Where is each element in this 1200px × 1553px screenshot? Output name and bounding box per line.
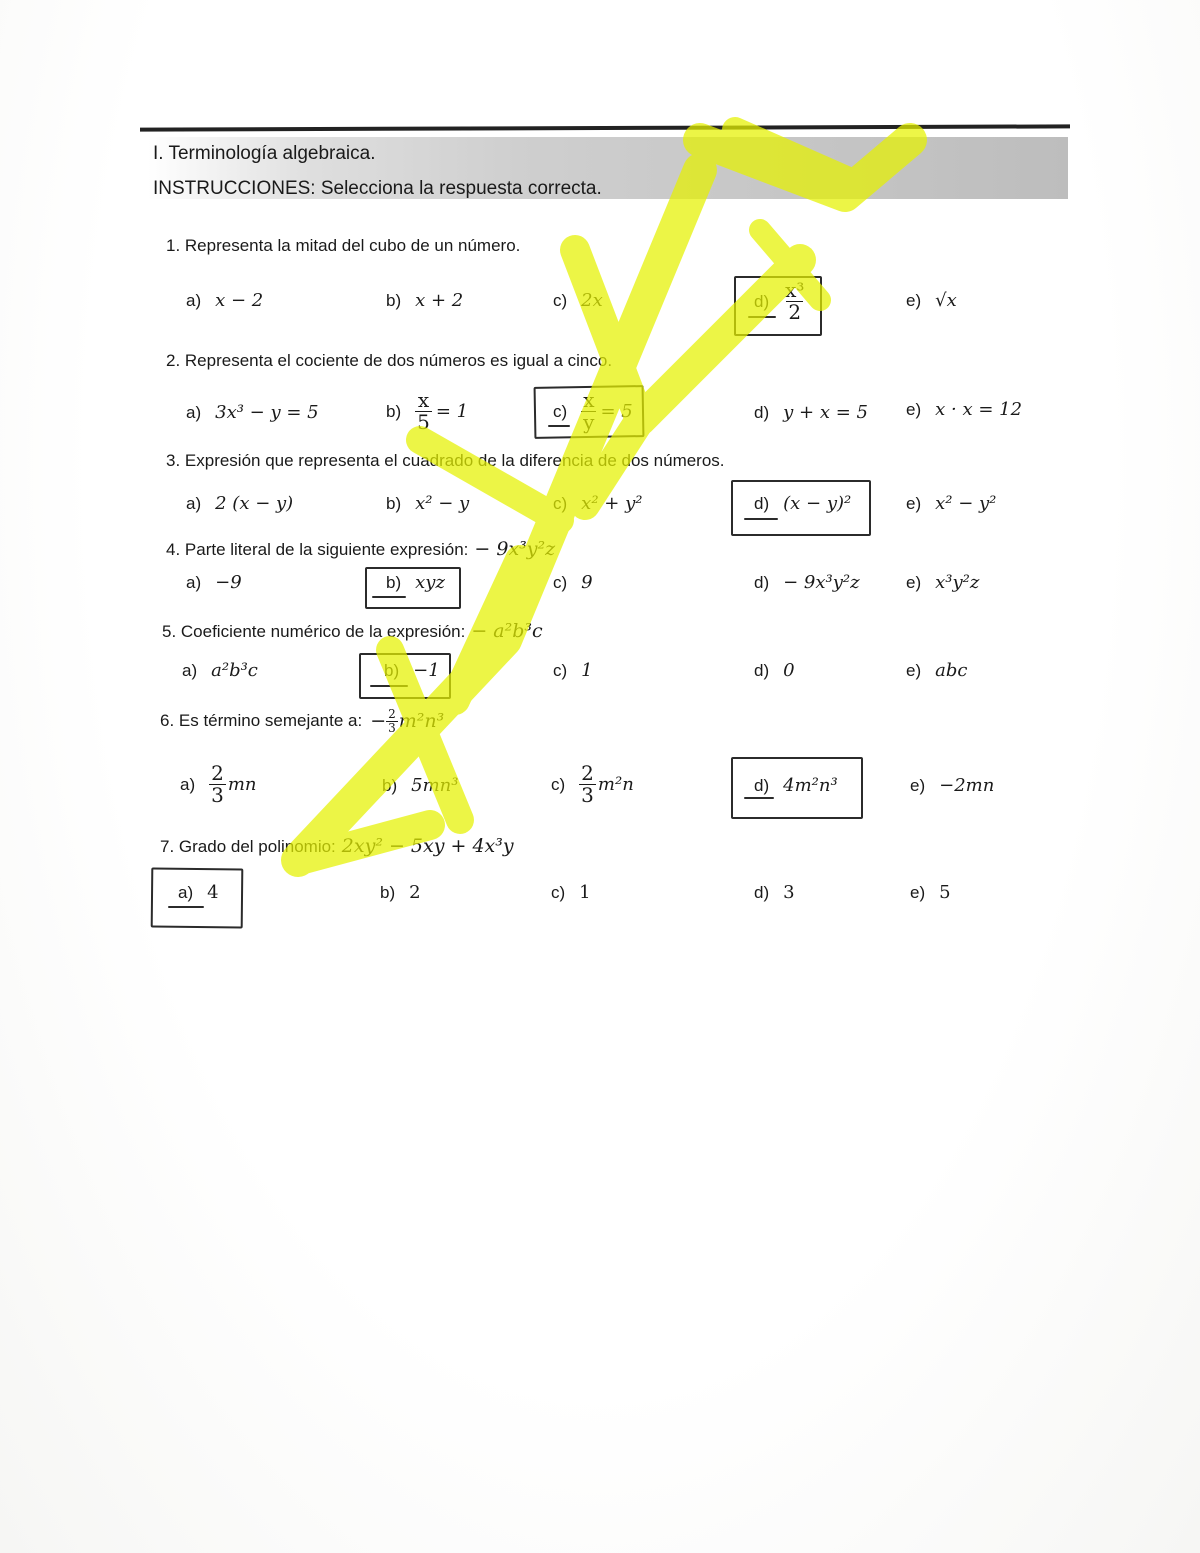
fraction: $\frac{\text{x³}}{2}$ <box>785 278 805 324</box>
question-1 <box>166 236 520 256</box>
q1-option-e[interactable]: e) √x <box>906 290 957 311</box>
fraction: $\frac{2}{3}$ <box>581 761 594 807</box>
question-4-expression: − 9x³y²z <box>474 538 556 560</box>
q2-option-c[interactable]: c) $\frac{x}{y}$ = 5 <box>553 388 633 434</box>
q6-option-a[interactable]: a) $\frac{2}{3}$ mn <box>180 761 257 807</box>
q4-option-d[interactable]: d) − 9x³y²z <box>754 572 860 593</box>
q6-option-e[interactable]: e) −2mn <box>910 775 995 796</box>
q3-option-d[interactable]: d) (x − y)² <box>754 493 852 514</box>
q7-option-d[interactable]: d) 3 <box>754 882 795 903</box>
q2-option-d[interactable]: d) y + x = 5 <box>754 402 868 423</box>
q1-option-a[interactable]: a) x − 2 <box>186 290 264 311</box>
question-2-prompt: 2. Representa el cociente de dos números es igual a cinco. <box>166 351 613 370</box>
question-4-prompt: 4. Parte literal de la siguiente expresión: <box>166 540 469 559</box>
q5-option-b[interactable]: b) −1 <box>384 660 440 681</box>
q7-option-c[interactable]: c) 1 <box>551 882 591 903</box>
underline-mark <box>548 425 570 427</box>
q3-option-b[interactable]: b) x² − y <box>386 493 470 514</box>
question-5-expression: − a²b³c <box>471 620 543 642</box>
q7-option-e[interactable]: e) 5 <box>910 882 951 903</box>
fraction: $\frac{2}{3}$ <box>211 761 224 807</box>
q7-option-a[interactable]: a) 4 <box>178 882 219 903</box>
underline-mark <box>370 685 408 687</box>
question-3-prompt: 3. Expresión que representa el cuadrado de la diferencia de dos números. <box>166 451 725 470</box>
q5-option-d[interactable]: d) 0 <box>754 660 795 681</box>
fraction: $\frac{x}{5}$ <box>417 388 430 434</box>
q4-option-e[interactable]: e) x³y²z <box>906 572 980 593</box>
answer-box-q5 <box>359 653 451 699</box>
question-7-expression: 2xy² − 5xy + 4x³y <box>341 835 514 857</box>
section-title: I. Terminología algebraica. <box>153 143 376 164</box>
answer-box-q3 <box>731 480 871 536</box>
question-5 <box>162 620 543 642</box>
underline-mark <box>748 316 776 318</box>
q4-option-b[interactable]: b) xyz <box>386 572 445 593</box>
q5-option-a[interactable]: a) a²b³c <box>182 660 258 681</box>
underline-mark <box>744 518 778 520</box>
underline-mark <box>168 906 204 908</box>
q7-option-b[interactable]: b) 2 <box>380 882 421 903</box>
q1-option-c[interactable]: c) 2x <box>553 290 603 311</box>
q3-option-a[interactable]: a) 2 (x − y) <box>186 493 294 514</box>
q6-option-b[interactable]: b) 5mn³ <box>382 775 459 796</box>
question-2 <box>166 351 612 371</box>
underline-mark <box>372 596 406 598</box>
question-3 <box>166 451 725 471</box>
q3-option-e[interactable]: e) x² − y² <box>906 493 997 514</box>
q3-option-c[interactable]: c) x² + y² <box>553 493 643 514</box>
answer-box-q4 <box>365 567 461 609</box>
q6-option-d[interactable]: d) 4m²n³ <box>754 775 838 796</box>
answer-box-q1 <box>734 276 822 336</box>
question-6-prompt: 6. Es término semejante a: <box>160 711 363 731</box>
q4-option-a[interactable]: a) −9 <box>186 572 242 593</box>
question-1-prompt: 1. Representa la mitad del cubo de un número. <box>166 236 521 255</box>
answer-box-q6 <box>731 757 863 819</box>
instructions: INSTRUCCIONES: Selecciona la respuesta correcta. <box>153 178 602 199</box>
underline-mark <box>744 797 774 799</box>
fraction: $\frac{2}{3}$ <box>388 707 396 735</box>
fraction: $\frac{x}{y}$ <box>583 388 595 434</box>
q1-option-b[interactable]: b) x + 2 <box>386 290 464 311</box>
question-7 <box>160 835 514 857</box>
q1-option-d[interactable]: d) $\frac{\text{x³}}{2}$ <box>754 278 805 324</box>
q2-option-b[interactable]: b) $\frac{x}{5}$ = 1 <box>386 388 469 434</box>
q5-option-c[interactable]: c) 1 <box>553 660 593 681</box>
q4-option-c[interactable]: c) 9 <box>553 572 593 593</box>
q2-option-a[interactable]: a) 3x³ − y = 5 <box>186 402 319 423</box>
question-4 <box>166 538 555 560</box>
q5-option-e[interactable]: e) abc <box>906 660 968 681</box>
q2-option-e[interactable]: e) x · x = 12 <box>906 399 1023 420</box>
q6-option-c[interactable]: c) $\frac{2}{3}$ m²n <box>551 761 634 807</box>
answer-box-q7 <box>151 868 244 929</box>
question-5-prompt: 5. Coeficiente numérico de la expresión: <box>162 622 466 641</box>
question-7-prompt: 7. Grado del polinomio: <box>160 837 336 856</box>
answer-box-q2 <box>534 385 645 439</box>
question-6: 6. Es término semejante a: − $\frac{2}{3}$ m²n³ <box>160 707 445 735</box>
